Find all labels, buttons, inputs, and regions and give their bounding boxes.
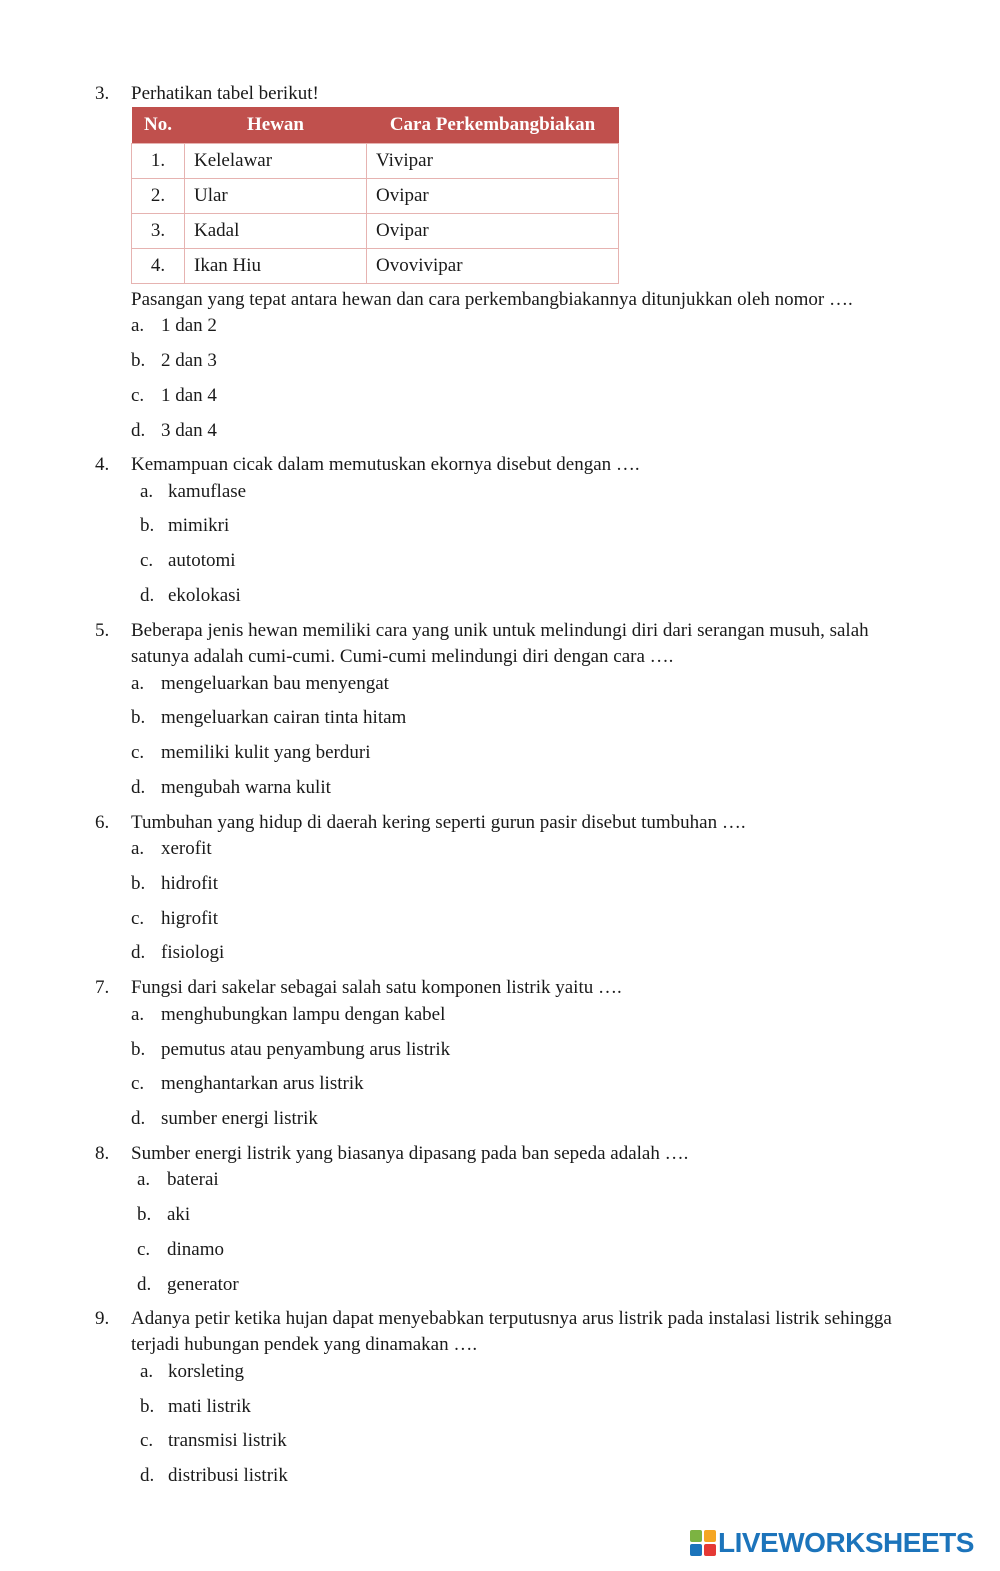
option-letter: b. <box>131 873 146 894</box>
question-3-intro: Perhatikan tabel berikut! <box>131 83 319 104</box>
option-text[interactable]: autotomi <box>168 550 236 571</box>
option-text[interactable]: menghubungkan lampu dengan kabel <box>161 1004 446 1025</box>
question-6-number: 6. <box>95 812 110 833</box>
breeding-table <box>131 107 619 284</box>
liveworksheets-wordmark: LIVEWORKSHEETS <box>718 1527 974 1558</box>
cell-cara: Vivipar <box>367 144 619 179</box>
option-letter: c. <box>131 742 145 763</box>
option-letter: c. <box>140 1430 154 1451</box>
option-text[interactable]: korsleting <box>168 1361 244 1382</box>
option-letter: a. <box>131 838 145 859</box>
option-letter: a. <box>131 315 145 336</box>
table-row <box>132 214 619 249</box>
option-text[interactable]: 1 dan 4 <box>161 385 217 406</box>
option-text[interactable]: generator <box>167 1274 239 1295</box>
question-9-number: 9. <box>95 1308 110 1329</box>
cell-hewan: Ular <box>185 179 367 214</box>
liveworksheets-icon <box>690 1530 716 1556</box>
option-text[interactable]: kamuflase <box>168 481 247 502</box>
option-letter: d. <box>131 942 146 963</box>
option-text[interactable]: xerofit <box>161 838 212 859</box>
liveworksheets-logo <box>690 1528 974 1558</box>
option-text[interactable]: distribusi listrik <box>168 1465 288 1486</box>
option-text[interactable]: mati listrik <box>168 1396 251 1417</box>
option-letter: b. <box>140 1396 155 1417</box>
option-text[interactable]: pemutus atau penyambung arus listrik <box>161 1039 451 1060</box>
option-letter: d. <box>140 585 155 606</box>
option-letter: a. <box>140 481 154 502</box>
option-letter: d. <box>131 1108 146 1129</box>
question-5-text-line1: Beberapa jenis hewan memiliki cara yang unik untuk melindungi diri dari serangan musuh, salah <box>131 620 869 641</box>
cell-cara: Ovipar <box>367 179 619 214</box>
option-letter: c. <box>131 908 145 929</box>
option-text[interactable]: higrofit <box>161 908 218 929</box>
question-4-number: 4. <box>95 454 110 475</box>
option-text[interactable]: fisiologi <box>161 942 225 963</box>
header-hewan: Hewan <box>185 107 367 144</box>
option-text[interactable]: 2 dan 3 <box>161 350 217 371</box>
option-letter: b. <box>131 1039 146 1060</box>
option-letter: c. <box>131 1073 145 1094</box>
question-9-text-line1: Adanya petir ketika hujan dapat menyebabkan terputusnya arus listrik pada instalasi listrik sehingga <box>131 1308 892 1329</box>
option-letter: a. <box>137 1169 151 1190</box>
option-text[interactable]: mengeluarkan cairan tinta hitam <box>161 707 407 728</box>
question-9-text-line2: terjadi hubungan pendek yang dinamakan …. <box>131 1334 478 1355</box>
cell-no: 4. <box>132 249 185 284</box>
cell-cara: Ovipar <box>367 214 619 249</box>
table-header-row <box>132 107 619 144</box>
option-text[interactable]: mengeluarkan bau menyengat <box>161 673 389 694</box>
option-letter: b. <box>137 1204 152 1225</box>
option-letter: b. <box>131 350 146 371</box>
option-letter: b. <box>140 515 155 536</box>
option-text[interactable]: mimikri <box>168 515 230 536</box>
cell-hewan: Ikan Hiu <box>185 249 367 284</box>
option-letter: d. <box>131 777 146 798</box>
option-text[interactable]: dinamo <box>167 1239 224 1260</box>
cell-no: 3. <box>132 214 185 249</box>
option-letter: d. <box>131 420 146 441</box>
option-letter: b. <box>131 707 146 728</box>
option-text[interactable]: menghantarkan arus listrik <box>161 1073 364 1094</box>
option-text[interactable]: ekolokasi <box>168 585 241 606</box>
option-text[interactable]: 1 dan 2 <box>161 315 217 336</box>
option-text[interactable]: baterai <box>167 1169 219 1190</box>
option-text[interactable]: mengubah warna kulit <box>161 777 331 798</box>
option-letter: a. <box>131 673 145 694</box>
cell-hewan: Kadal <box>185 214 367 249</box>
option-letter: c. <box>140 550 154 571</box>
option-letter: a. <box>131 1004 145 1025</box>
option-text[interactable]: hidrofit <box>161 873 218 894</box>
question-5-number: 5. <box>95 620 110 641</box>
question-8-number: 8. <box>95 1143 110 1164</box>
table-row <box>132 179 619 214</box>
question-4-text: Kemampuan cicak dalam memutuskan ekornya disebut dengan …. <box>131 454 640 475</box>
option-text[interactable]: sumber energi listrik <box>161 1108 318 1129</box>
cell-hewan: Kelelawar <box>185 144 367 179</box>
option-letter: c. <box>137 1239 151 1260</box>
table-row <box>132 249 619 284</box>
question-7-text: Fungsi dari sakelar sebagai salah satu komponen listrik yaitu …. <box>131 977 622 998</box>
option-letter: d. <box>140 1465 155 1486</box>
cell-no: 1. <box>132 144 185 179</box>
option-letter: a. <box>140 1361 154 1382</box>
question-7-number: 7. <box>95 977 110 998</box>
question-8-text: Sumber energi listrik yang biasanya dipasang pada ban sepeda adalah …. <box>131 1143 689 1164</box>
option-letter: d. <box>137 1274 152 1295</box>
question-5-text-line2: satunya adalah cumi-cumi. Cumi-cumi melindungi diri dengan cara …. <box>131 646 674 667</box>
question-6-text: Tumbuhan yang hidup di daerah kering seperti gurun pasir disebut tumbuhan …. <box>131 812 746 833</box>
header-cara: Cara Perkembangbiakan <box>367 107 619 144</box>
option-text[interactable]: memiliki kulit yang berduri <box>161 742 371 763</box>
question-3-number: 3. <box>95 83 110 104</box>
option-letter: c. <box>131 385 145 406</box>
option-text[interactable]: 3 dan 4 <box>161 420 217 441</box>
header-no: No. <box>132 107 185 144</box>
cell-cara: Ovovivipar <box>367 249 619 284</box>
cell-no: 2. <box>132 179 185 214</box>
question-3-text: Pasangan yang tepat antara hewan dan cara perkembangbiakannya ditunjukkan oleh nomor …. <box>131 289 853 310</box>
option-text[interactable]: aki <box>167 1204 191 1225</box>
option-text[interactable]: transmisi listrik <box>168 1430 287 1451</box>
table-row <box>132 144 619 179</box>
